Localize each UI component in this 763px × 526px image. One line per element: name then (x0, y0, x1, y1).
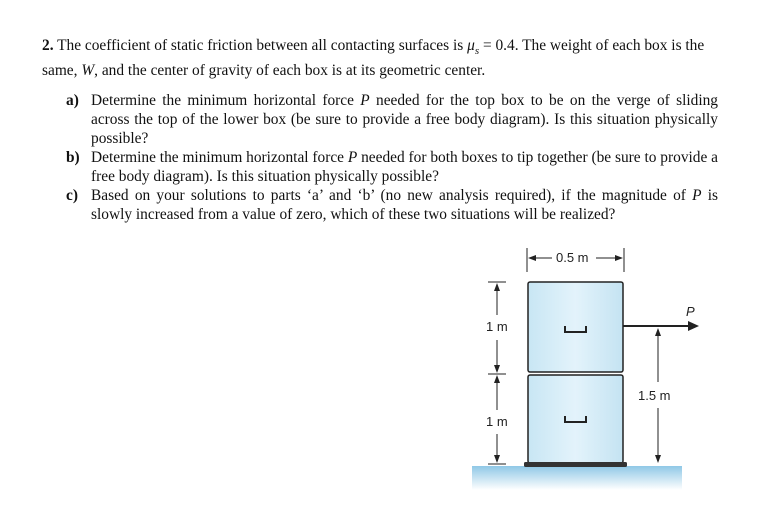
force-p-label: P (686, 304, 695, 319)
question-parts (66, 91, 718, 224)
part-b-label: b) (66, 149, 80, 166)
mu-subscript: s (474, 45, 480, 58)
mu-symbol: μ (467, 37, 475, 54)
bottom-height-label: 1 m (486, 414, 508, 429)
part-a-label: a) (66, 92, 79, 109)
part-b-pre: Determine the minimum horizontal force (91, 149, 348, 166)
problem-number: 2. (42, 37, 54, 54)
bottom-height-arrow-up (494, 375, 500, 383)
part-c-label: c) (66, 187, 78, 204)
top-height-arrow-down (494, 365, 500, 373)
part-c-var: P (692, 187, 702, 204)
weight-variable: W (81, 62, 95, 80)
part-c-post: is slowly increased from a value of zero, which of these two situations will be realized? (91, 187, 718, 223)
force-p-arrowhead (688, 321, 699, 331)
problem-text-a: The coefficient of static friction between all contacting surfaces is (57, 37, 468, 54)
force-height-arrow-up (655, 328, 661, 336)
part-c (66, 186, 718, 224)
part-a (66, 91, 718, 148)
ground (472, 466, 682, 490)
bottom-box-base (524, 462, 627, 467)
width-arrow-right (615, 255, 623, 261)
force-height-arrow-down (655, 455, 661, 463)
problem-text-c: , and the center of gravity of each box is at its geometric center. (94, 62, 486, 80)
top-box (528, 282, 623, 372)
part-a-pre: Determine the minimum horizontal force (91, 92, 361, 109)
bottom-box (528, 375, 623, 463)
part-a-var: P (360, 92, 370, 109)
part-b-var: P (347, 149, 358, 166)
bottom-height-arrow-down (494, 455, 500, 463)
width-label: 0.5 m (556, 250, 589, 265)
top-height-arrow-up (494, 283, 500, 291)
problem-statement (42, 36, 722, 80)
problem-text-b: = 0.4. The weight of each box is the same, (42, 37, 705, 80)
part-a-post: needed for the top box to be on the verge of sliding across the top of the lower box (be sure to provide a free body diagram). Is this situation physically possible? (91, 92, 718, 147)
stacked-boxes-figure (470, 240, 730, 526)
part-c-pre: Based on your solutions to parts ‘a’ and ‘b’ (no new analysis required), if the magnitude of (91, 187, 693, 204)
part-b (66, 148, 718, 186)
top-height-label: 1 m (486, 319, 508, 334)
part-b-post: needed for both boxes to tip together (be sure to provide a free body diagram). Is this situation physically possible? (91, 149, 718, 185)
force-height-label: 1.5 m (638, 388, 671, 403)
width-arrow-left (528, 255, 536, 261)
figure-drawing (470, 240, 730, 526)
